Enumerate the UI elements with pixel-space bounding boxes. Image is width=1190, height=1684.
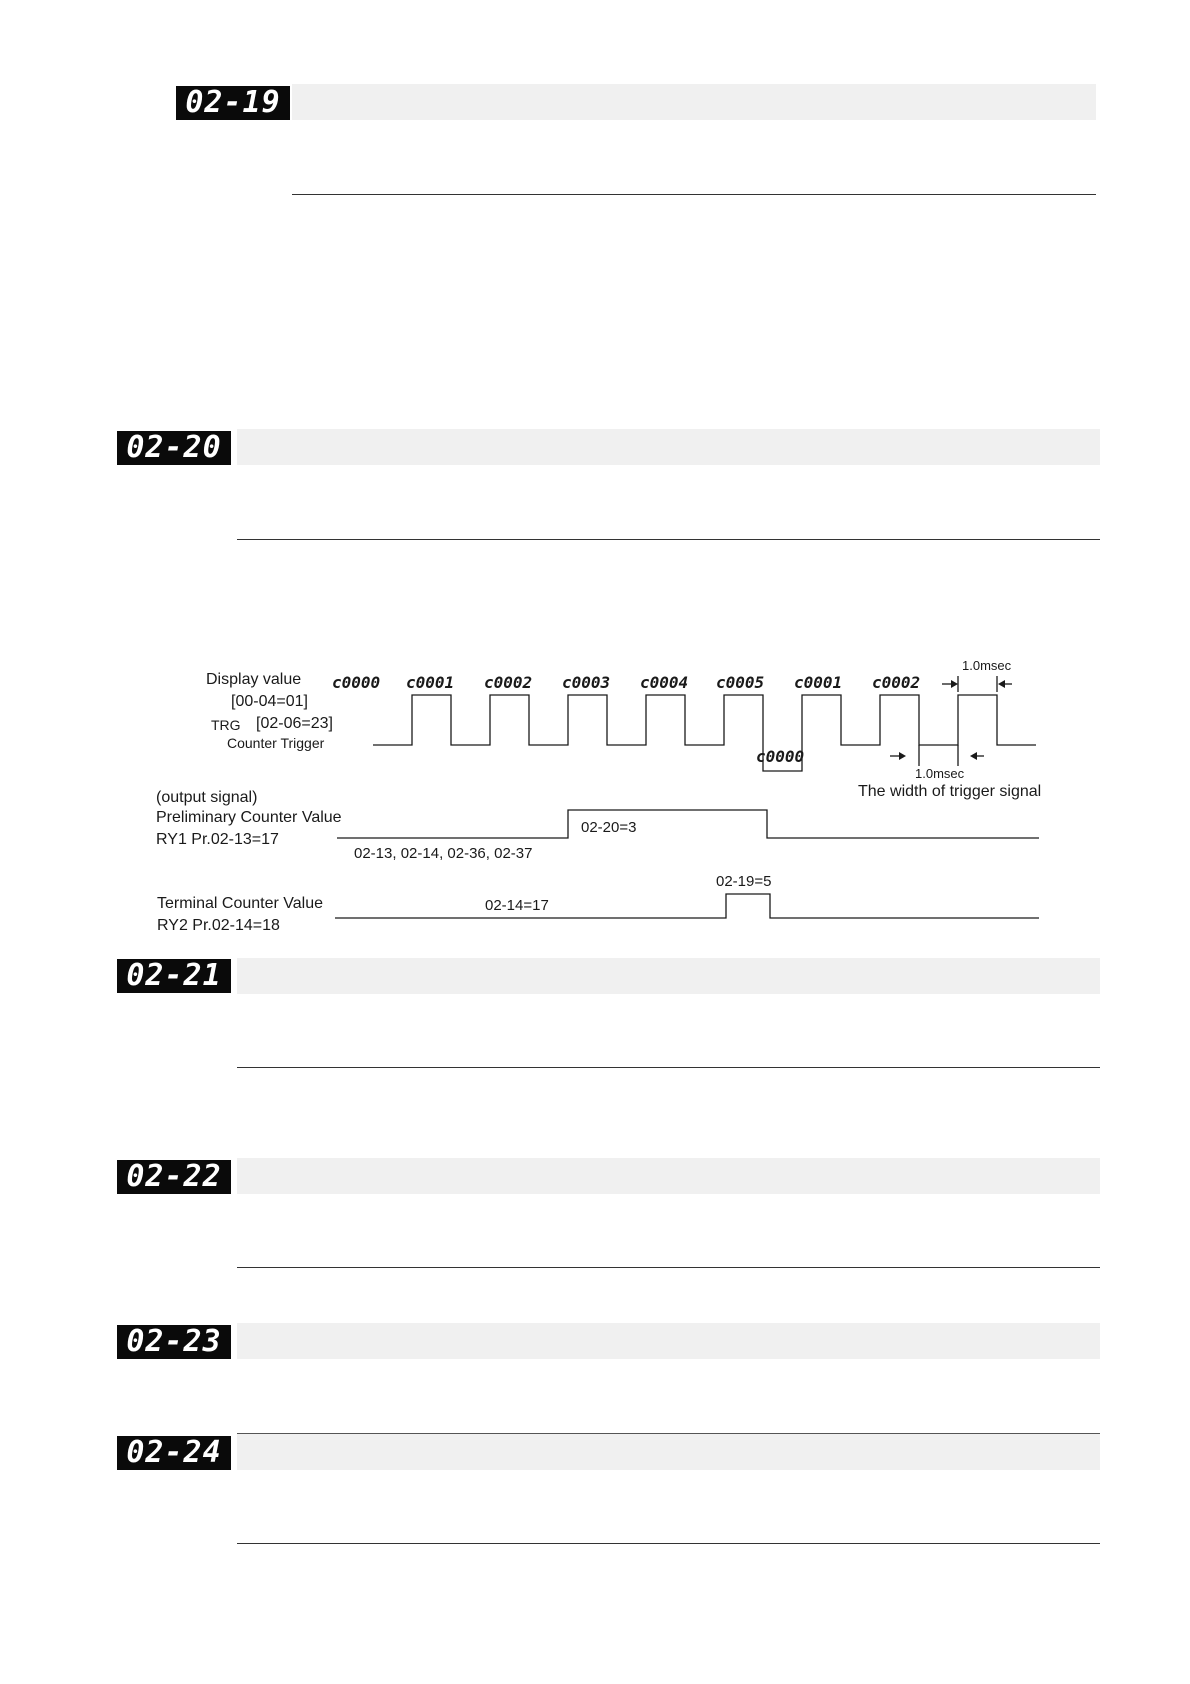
pulse-width-label-bottom: 1.0msec <box>915 766 965 781</box>
terminal-counter-label: Terminal Counter Value <box>157 895 324 912</box>
ry1-pulse-label: 02-20=3 <box>581 819 637 836</box>
param-code-badge: 02-22 <box>117 1160 231 1194</box>
width-arrow-right-head <box>998 680 1005 688</box>
pulse-width-label-top: 1.0msec <box>962 658 1012 673</box>
param-underline <box>237 1543 1100 1544</box>
trigger-width-note: The width of trigger signal <box>858 783 1042 800</box>
count-display-value: c0003 <box>562 673 611 692</box>
output-signal-label: (output signal) <box>156 789 258 806</box>
ry2-waveform <box>335 894 1039 918</box>
counter-trigger-label: Counter Trigger <box>227 735 325 751</box>
param-underline <box>237 1267 1100 1268</box>
display-value-label: Display value <box>206 671 302 688</box>
ry2-level-label: 02-14=17 <box>485 897 549 914</box>
param-title-bar <box>237 958 1100 994</box>
param-underline <box>237 1067 1100 1068</box>
trg-param-label: [02-06=23] <box>256 715 333 732</box>
param-code-badge: 02-20 <box>117 431 231 465</box>
param-code-badge: 02-19 <box>176 86 290 120</box>
ry1-label: RY1 Pr.02-13=17 <box>156 831 279 848</box>
width-arrow-left-head <box>951 680 958 688</box>
low-width-arrow-left-head <box>899 752 906 760</box>
count-display-value: c0001 <box>794 673 843 692</box>
ry2-label: RY2 Pr.02-14=18 <box>157 917 280 934</box>
ry1-params-label: 02-13, 02-14, 02-36, 02-37 <box>354 845 533 862</box>
ry1-waveform <box>337 810 1039 838</box>
trg-label: TRG <box>211 717 241 733</box>
param-code-badge: 02-21 <box>117 959 231 993</box>
param-code-badge: 02-24 <box>117 1436 231 1470</box>
count-display-value: c0000 <box>332 673 381 692</box>
param-title-bar <box>237 1434 1100 1470</box>
count-display-value: c0005 <box>716 673 765 692</box>
preliminary-counter-label: Preliminary Counter Value <box>156 809 342 826</box>
trigger-waveform <box>373 695 1036 771</box>
display-param-label: [00-04=01] <box>231 693 308 710</box>
param-code-badge: 02-23 <box>117 1325 231 1359</box>
low-width-arrow-right-head <box>970 752 977 760</box>
count-display-value: c0002 <box>872 673 921 692</box>
count-display-value: c0004 <box>640 673 689 692</box>
param-title-bar <box>237 1158 1100 1194</box>
reset-count-value: c0000 <box>756 747 805 766</box>
count-display-value: c0001 <box>406 673 455 692</box>
ry2-pulse-label: 02-19=5 <box>716 873 772 890</box>
param-title-bar <box>237 1323 1100 1359</box>
count-display-value: c0002 <box>484 673 533 692</box>
